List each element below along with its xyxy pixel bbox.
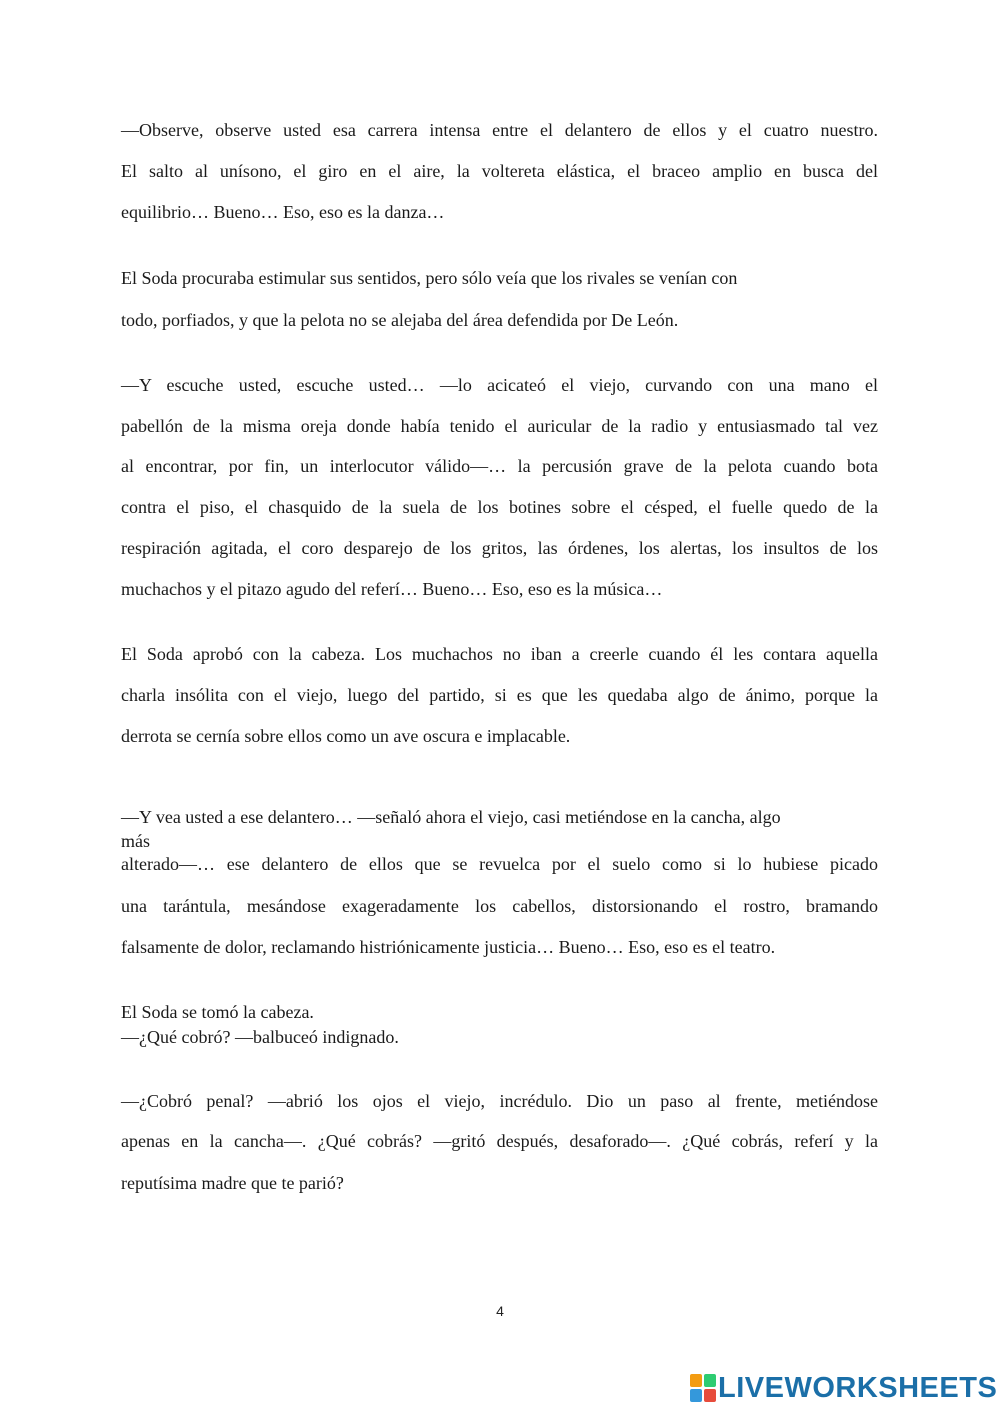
liveworksheets-wordmark: LIVEWORKSHEETS	[718, 1371, 998, 1404]
paragraph-6-line-1: El Soda se tomó la cabeza.	[121, 1002, 314, 1022]
page-number: 4	[496, 1303, 504, 1319]
liveworksheets-watermark[interactable]	[690, 1370, 997, 1406]
paragraph-5-line-2: más	[121, 831, 150, 851]
paragraph-7-line-2: apenas en la cancha—. ¿Qué cobrás? —gritó después, desaforado—. ¿Qué cobrás, referí y la	[121, 1131, 878, 1151]
paragraph-2-line-1: El Soda procuraba estimular sus sentidos, pero sólo veía que los rivales se venían con	[121, 268, 738, 288]
paragraph-5-line-1: —Y vea usted a ese delantero… —señaló ahora el viejo, casi metiéndose en la cancha, algo	[121, 807, 781, 827]
paragraph-3-line-5: respiración agitada, el coro desparejo de los gritos, las órdenes, los alertas, los insultos de los	[121, 538, 878, 558]
paragraph-5-line-5: falsamente de dolor, reclamando histriónicamente justicia… Bueno… Eso, eso es el teatro.	[121, 937, 776, 957]
paragraph-2-line-2: todo, porfiados, y que la pelota no se alejaba del área defendida por De León.	[121, 310, 679, 330]
paragraph-3-line-2: pabellón de la misma oreja donde había tenido el auricular de la radio y entusiasmado tal vez	[121, 416, 878, 436]
paragraph-3-line-1: —Y escuche usted, escuche usted… —lo acicateó el viejo, curvando con una mano el	[121, 375, 878, 395]
paragraph-1-line-1: —Observe, observe usted esa carrera intensa entre el delantero de ellos y el cuatro nuestro.	[121, 120, 878, 140]
paragraph-4-line-1: El Soda aprobó con la cabeza. Los muchachos no iban a creerle cuando él les contara aquella	[121, 644, 878, 664]
paragraph-4-line-2: charla insólita con el viejo, luego del partido, si es que les quedaba algo de ánimo, porque la	[121, 685, 878, 705]
liveworksheets-logo-icon	[690, 1374, 716, 1402]
logo-square-3	[690, 1389, 702, 1402]
paragraph-5-line-4: una tarántula, mesándose exageradamente los cabellos, distorsionando el rostro, bramando	[121, 896, 878, 916]
paragraph-5-line-3: alterado—… ese delantero de ellos que se revuelca por el suelo como si lo hubiese picado	[121, 854, 878, 874]
paragraph-3-line-3: al encontrar, por fin, un interlocutor válido—… la percusión grave de la pelota cuando bota	[121, 456, 878, 476]
logo-square-4	[704, 1389, 716, 1402]
paragraph-4-line-3: derrota se cernía sobre ellos como un ave oscura e implacable.	[121, 726, 571, 746]
paragraph-7-line-3: reputísima madre que te parió?	[121, 1173, 344, 1193]
paragraph-7-line-1: —¿Cobró penal? —abrió los ojos el viejo, incrédulo. Dio un paso al frente, metiéndose	[121, 1091, 878, 1111]
paragraph-1-line-2: El salto al unísono, el giro en el aire, la voltereta elástica, el braceo amplio en busca del	[121, 161, 878, 181]
paragraph-1-line-3: equilibrio… Bueno… Eso, eso es la danza…	[121, 202, 445, 222]
logo-square-1	[690, 1374, 702, 1387]
logo-square-2	[704, 1374, 716, 1387]
paragraph-3-line-4: contra el piso, el chasquido de la suela de los botines sobre el césped, el fuelle quedo de la	[121, 497, 878, 517]
paragraph-3-line-6: muchachos y el pitazo agudo del referí… Bueno… Eso, eso es la música…	[121, 579, 663, 599]
paragraph-6-line-2: —¿Qué cobró? —balbuceó indignado.	[121, 1027, 399, 1047]
